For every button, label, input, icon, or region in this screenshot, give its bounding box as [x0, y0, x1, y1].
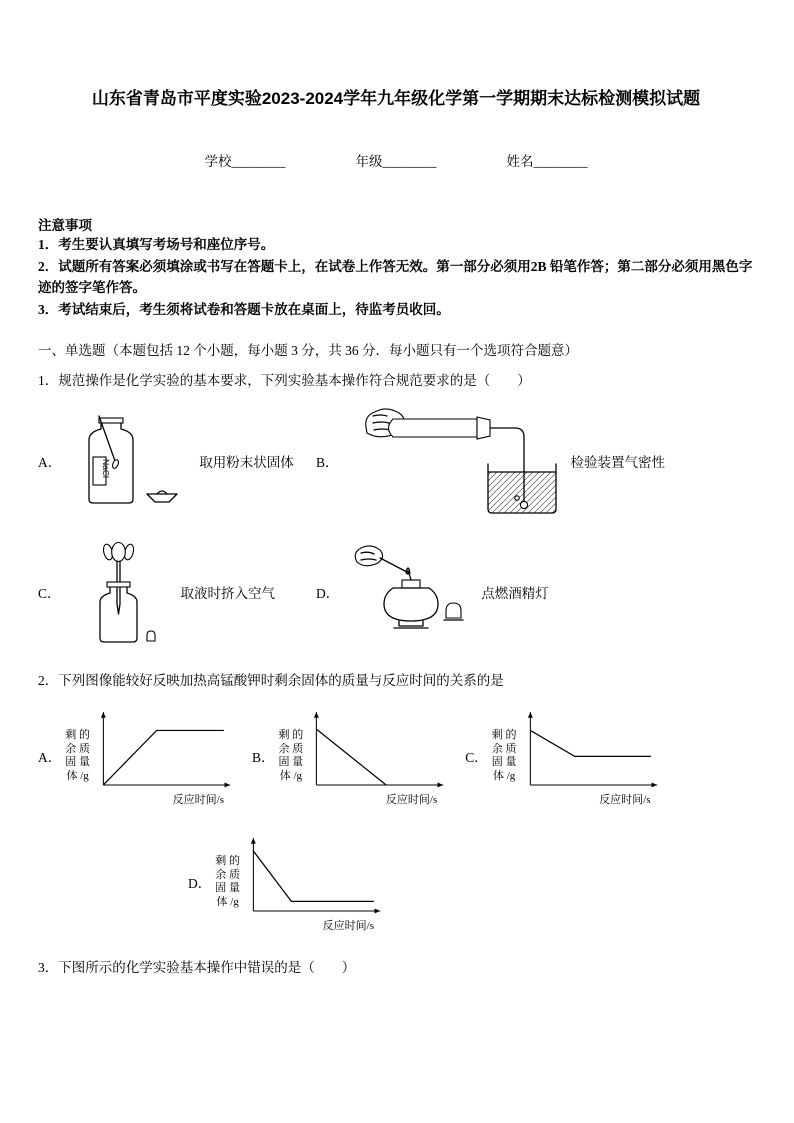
q2-graph-d-xlabel: 反应时间/s — [322, 920, 374, 933]
notice-item-1: 1．考生要认真填写考场号和座位序号。 — [38, 237, 275, 253]
q1-option-c — [38, 538, 316, 646]
q1-option-a — [38, 415, 316, 507]
q1-options-row-1 — [38, 406, 754, 516]
q2-graph-c-xlabel: 反应时间/s — [599, 794, 651, 807]
option-b-caption: 检验装置气密性 — [570, 454, 666, 470]
air-tightness-test-illustration — [347, 406, 559, 516]
q2-graph-c-ylabel: 剩 的 余 质 固 量 体 /g — [491, 728, 517, 782]
q2-graph-b-xlabel: 反应时间/s — [385, 794, 438, 807]
question-1-text: 1．规范操作是化学实验的基本要求，下列实验基本操作符合规范要求的是（ ） — [38, 373, 531, 389]
grade-field: 年级________ — [355, 154, 437, 170]
option-a-label: A． — [38, 454, 62, 470]
page-title: 山东省青岛市平度实验2023-2024学年九年级化学第一学期期末达标检测模拟试题 — [91, 89, 701, 108]
q2-graph-a-ylabel: 剩 的 余 质 固 量 体 /g — [65, 728, 90, 782]
notice-heading: 注意事项 — [38, 218, 92, 234]
q2-option-b-label: B． — [252, 750, 275, 766]
q2-graph-a — [92, 705, 234, 793]
q2-graph-b-ylabel: 剩 的 余 质 固 量 体 /g — [278, 728, 304, 782]
bottle-label-text: NaCl — [101, 458, 112, 478]
option-b-label: B． — [316, 454, 339, 470]
option-d-caption: 点燃酒精灯 — [481, 585, 549, 601]
q2-option-b — [252, 701, 447, 811]
header-fields — [38, 150, 754, 170]
q1-options-row-2 — [38, 538, 754, 646]
q2-graph-a-xlabel: 反应时间/s — [172, 794, 224, 807]
q2-graphs-row — [38, 701, 754, 811]
notice-item-3: 3．考试结束后，考生须将试卷和答题卡放在桌面上，待监考员收回。 — [38, 301, 450, 317]
question-3-text: 3．下图所示的化学实验基本操作中错误的是（ ） — [38, 960, 356, 976]
q2-graph-b — [305, 705, 447, 793]
q2-option-c — [465, 701, 660, 811]
q2-graph-c — [519, 705, 661, 793]
school-field: 学校________ — [204, 154, 286, 170]
section-heading: 一、单选题（本题包括 12 个小题，每小题 3 分，共 36 分．每小题只有一个选项符合题意） — [38, 343, 578, 359]
notice-item-2: 2．试题所有答案必须填涂或书写在答题卡上，在试卷上作答无效。第一部分必须用2B 铅笔作答；第二部分必须用黑色字迹的签字笔作答。 — [38, 258, 753, 296]
q2-option-a-label: A． — [38, 750, 62, 766]
alcohol-lamp-illustration — [347, 542, 469, 642]
q1-option-b — [316, 406, 665, 516]
option-c-caption: 取液时挤入空气 — [180, 585, 276, 601]
q2-option-a — [38, 701, 234, 811]
q2-option-c-label: C． — [465, 750, 488, 766]
question-2-text: 2．下列图像能较好反映加热高锰酸钾时剩余固体的质量与反应时间的关系的是 — [38, 672, 504, 688]
q2-graphs-row-2 — [188, 827, 754, 937]
option-d-label: D． — [316, 585, 340, 601]
q2-graph-d-ylabel: 剩 的 余 质 固 量 体 /g — [215, 854, 240, 908]
option-c-label: C． — [38, 585, 61, 601]
name-field: 姓名________ — [506, 154, 588, 170]
q2-graph-d — [242, 831, 384, 919]
q2-option-d-label: D． — [188, 876, 212, 892]
q2-option-d — [188, 827, 384, 937]
dropper-bottle-illustration — [69, 538, 169, 646]
powder-bottle-illustration — [69, 415, 187, 507]
q1-option-d — [316, 542, 549, 642]
option-a-caption: 取用粉末状固体 — [199, 454, 294, 470]
